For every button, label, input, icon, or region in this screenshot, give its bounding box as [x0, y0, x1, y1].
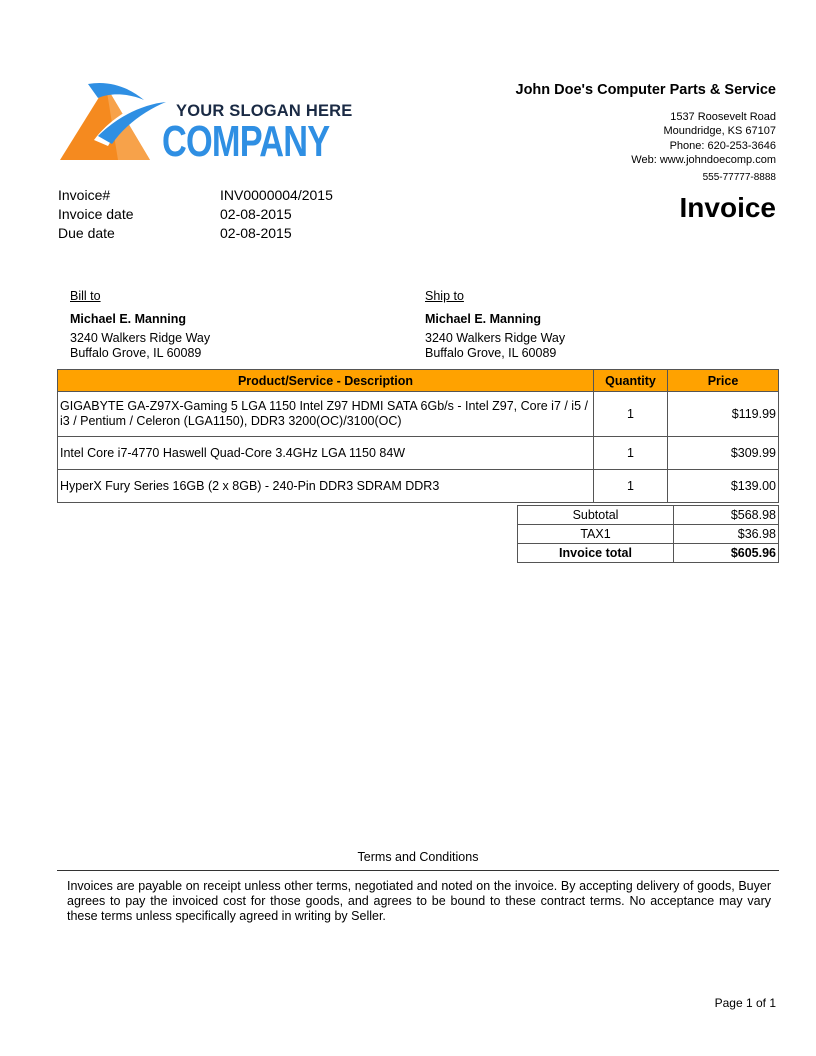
- subtotal-value: $568.98: [674, 506, 779, 525]
- item-price: $119.99: [668, 392, 779, 437]
- invoice-total-row: [518, 544, 779, 563]
- ship-to-block: [425, 289, 565, 361]
- ship-to-name: Michael E. Manning: [425, 312, 541, 326]
- bill-to-heading: Bill to: [70, 289, 101, 303]
- company-logo: [58, 80, 353, 170]
- table-row: [58, 437, 779, 470]
- invoice-date: 02-08-2015: [220, 206, 292, 222]
- seller-name: John Doe's Computer Parts & Service: [515, 82, 776, 98]
- seller-phone: Phone: 620-253-3646: [669, 139, 776, 152]
- subtotal-label: Subtotal: [518, 506, 674, 525]
- item-description: HyperX Fury Series 16GB (2 x 8GB) - 240-Pin DDR3 SDRAM DDR3: [58, 470, 594, 503]
- bill-to-line1: 3240 Walkers Ridge Way: [70, 331, 211, 345]
- item-quantity: 1: [594, 437, 668, 470]
- due-date-label: Due date: [58, 225, 115, 241]
- logo-company-text: COMPANY: [162, 117, 330, 166]
- item-quantity: 1: [594, 470, 668, 503]
- page-number: Page 1 of 1: [714, 996, 776, 1010]
- logo-slogan: YOUR SLOGAN HERE: [176, 102, 353, 120]
- column-header-description: Product/Service - Description: [58, 370, 594, 392]
- item-price: $309.99: [668, 437, 779, 470]
- item-quantity: 1: [594, 392, 668, 437]
- ship-to-line1: 3240 Walkers Ridge Way: [425, 331, 566, 345]
- seller-web: Web: www.johndoecomp.com: [631, 153, 776, 166]
- terms-title: Terms and Conditions: [357, 850, 479, 864]
- logo-triangle-icon: [58, 80, 168, 170]
- seller-extra-number: 555-77777-8888: [702, 172, 776, 184]
- terms-text: Invoices are payable on receipt unless other terms, negotiated and noted on the invoice. By accepting delivery of goods, Buyer agrees to pay the invoiced cost for those goods, and agrees to be bound to these contract terms. No acceptance may vary these terms unless specifically agreed in writing by Seller.: [67, 879, 771, 923]
- items-table-header: [58, 370, 779, 392]
- totals-table: [517, 505, 779, 563]
- invoice-meta: [58, 186, 333, 243]
- column-header-quantity: Quantity: [594, 370, 668, 392]
- column-header-price: Price: [668, 370, 779, 392]
- seller-address-line2: Moundridge, KS 67107: [663, 125, 776, 138]
- items-table: [57, 369, 779, 503]
- item-description: Intel Core i7-4770 Haswell Quad-Core 3.4GHz LGA 1150 84W: [58, 437, 594, 470]
- invoice-date-label: Invoice date: [58, 206, 134, 222]
- tax-label: TAX1: [518, 525, 674, 544]
- tax-row: [518, 525, 779, 544]
- ship-to-line2: Buffalo Grove, IL 60089: [425, 346, 557, 360]
- invoice-total-label: Invoice total: [518, 544, 674, 563]
- page-title: Invoice: [679, 192, 776, 223]
- invoice-number: INV0000004/2015: [220, 187, 333, 203]
- item-price: $139.00: [668, 470, 779, 503]
- seller-info: [516, 82, 777, 183]
- bill-to-line2: Buffalo Grove, IL 60089: [70, 346, 202, 360]
- subtotal-row: [518, 506, 779, 525]
- bill-to-name: Michael E. Manning: [70, 312, 186, 326]
- item-description: GIGABYTE GA-Z97X-Gaming 5 LGA 1150 Intel Z97 HDMI SATA 6Gb/s - Intel Z97, Core i7 / i5 / i3 / Pentium / Celeron (LGA1150), DDR3 3200(OC)/3100(OC): [58, 392, 594, 437]
- tax-value: $36.98: [674, 525, 779, 544]
- table-row: [58, 470, 779, 503]
- bill-to-block: [70, 289, 210, 361]
- invoice-number-label: Invoice#: [58, 187, 111, 203]
- terms-divider: [57, 870, 779, 871]
- ship-to-heading: Ship to: [425, 289, 464, 303]
- due-date: 02-08-2015: [220, 225, 292, 241]
- table-row: [58, 392, 779, 437]
- invoice-total-value: $605.96: [674, 544, 779, 563]
- seller-address-line1: 1537 Roosevelt Road: [670, 111, 776, 123]
